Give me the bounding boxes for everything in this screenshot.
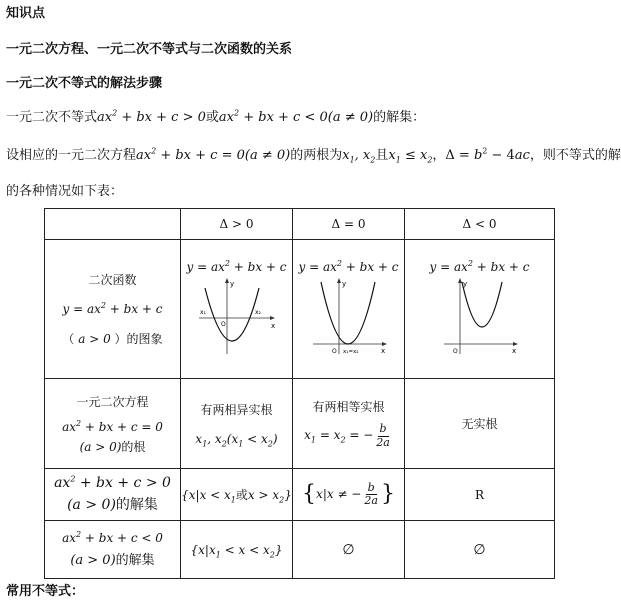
knowledge-point-title: 知识点 — [6, 6, 46, 21]
intro-line1-suffix: 的解集： — [373, 110, 426, 125]
intro-line-3: 的各种情况如下表： — [6, 184, 124, 199]
less-label-set: (a > 0)的解集 — [70, 553, 155, 568]
inequality-less: $ax^2$ + bx + c < 0(a ≠ 0) — [218, 108, 374, 125]
greater-solution-two-roots: {$x|x < x_1$或$x > x_2$} — [181, 488, 292, 505]
function-formula-1: $y = ax^2$ + bx + c — [186, 259, 287, 274]
intro-line2-prefix: 设相应的一元二次方程 — [6, 148, 137, 163]
greater-label-cell — [45, 469, 181, 521]
less-cell-3: ∅ — [405, 521, 555, 579]
greater-solution-double-root: {x|x ≠ − $\frac{b}{2a}$ } — [302, 480, 395, 507]
greater-cell-2 — [293, 469, 405, 521]
function-graph-cell-3 — [405, 240, 555, 379]
header-delta-positive: Δ > 0 — [181, 209, 293, 240]
equation-label-cell — [45, 379, 181, 469]
greater-label-set: (a > 0)的解集 — [67, 497, 158, 513]
intro-line2-and: 且 — [375, 148, 389, 163]
greater-label-formula: $ax^2$ + bx + c > 0 — [54, 474, 171, 491]
function-label-formula: $y = ax^2$ + bx + c — [62, 301, 163, 316]
function-row — [45, 240, 555, 379]
two-equal-roots-formula: $x_1 = x_2$ = − $\frac{b}{2a}$ — [304, 422, 390, 449]
common-inequalities-heading: 常用不等式： — [6, 584, 85, 599]
equation-label-title: 一元二次方程 — [76, 394, 149, 409]
parabola-graph-double-root — [309, 276, 389, 358]
equation-label-root: (a > 0)的根 — [79, 439, 146, 454]
intro-line-1 — [6, 106, 425, 125]
function-graph-cell-2 — [293, 240, 405, 379]
less-row — [45, 521, 555, 579]
relation-heading: 一元二次方程、一元二次不等式与二次函数的关系 — [6, 42, 293, 57]
roots-names: $x_1$, $x_2$ — [342, 148, 376, 165]
inequality-greater: $ax^2$ + bx + c > 0 — [97, 108, 206, 125]
less-label-formula: $ax^2$ + bx + c < 0 — [62, 530, 163, 545]
header-delta-negative: Δ < 0 — [405, 209, 555, 240]
equation-cell-2 — [293, 379, 405, 469]
delta-definition: ，$\Delta = b^2 - 4ac$ — [432, 146, 530, 163]
intro-line1-prefix: 一元二次不等式 — [6, 110, 98, 125]
two-equal-roots-text: 有两相等实根 — [312, 400, 385, 415]
two-distinct-roots-text: 有两相异实根 — [200, 403, 273, 417]
function-formula-3: $y = ax^2$ + bx + c — [429, 259, 530, 274]
g2-y-label: y — [341, 280, 346, 288]
header-row — [45, 209, 555, 240]
g1-y-label: y — [229, 280, 234, 288]
greater-row — [45, 469, 555, 521]
g1-origin-label: O — [220, 321, 226, 328]
function-label-cell — [45, 240, 181, 379]
function-graph-cell-1 — [181, 240, 293, 379]
less-label-cell — [45, 521, 181, 579]
roots-order: $x_1 \le x_2$ — [388, 148, 433, 165]
equation-cell-3 — [405, 379, 555, 469]
solution-table — [44, 208, 555, 579]
g3-x-label: x — [511, 347, 516, 355]
function-formula-2: $y = ax^2$ + bx + c — [298, 259, 399, 274]
equation-row — [45, 379, 555, 469]
function-label-graph: （ a > 0 ）的图象 — [62, 332, 163, 346]
equation-formula: $ax^2$ + bx + c = 0(a ≠ 0) — [136, 146, 291, 163]
no-real-root-text: 无实根 — [461, 417, 498, 431]
g1-x-label: x — [270, 322, 275, 330]
parabola-graph-no-root — [440, 276, 520, 358]
g1-x1-label: x₁ — [199, 309, 206, 316]
g1-x2-label: x₂ — [254, 309, 261, 316]
intro-line1-or: 或 — [205, 110, 219, 125]
equation-label-formula: $ax^2$ + bx + c = 0 — [62, 418, 163, 434]
greater-cell-1 — [181, 469, 293, 521]
g3-y-label: y — [462, 280, 467, 288]
parabola-graph-two-roots — [197, 276, 277, 358]
less-cell-1 — [181, 521, 293, 579]
intro-line-2 — [6, 144, 621, 163]
header-empty — [45, 209, 181, 240]
intro-line2-roots: 的两根为 — [290, 148, 343, 163]
g3-origin-label: O — [452, 348, 458, 355]
g2-double-root-label: x₁=x₂ — [342, 349, 359, 355]
function-label-title: 二次函数 — [88, 273, 137, 287]
greater-cell-3: R — [405, 469, 555, 521]
solution-steps-heading: 一元二次不等式的解法步骤 — [6, 76, 163, 91]
g2-x-label: x — [380, 347, 385, 355]
equation-cell-1 — [181, 379, 293, 469]
g2-origin-label: O — [331, 348, 337, 355]
two-distinct-roots-formula: $x_1$, $x_2(x_1 < x_2)$ — [195, 432, 278, 449]
less-solution-two-roots: $\{x|x_1 < x < x_2\}$ — [190, 542, 283, 559]
intro-line2-delta: ，则不等式的解 — [529, 148, 621, 163]
header-delta-zero: Δ = 0 — [293, 209, 405, 240]
less-cell-2: ∅ — [293, 521, 405, 579]
